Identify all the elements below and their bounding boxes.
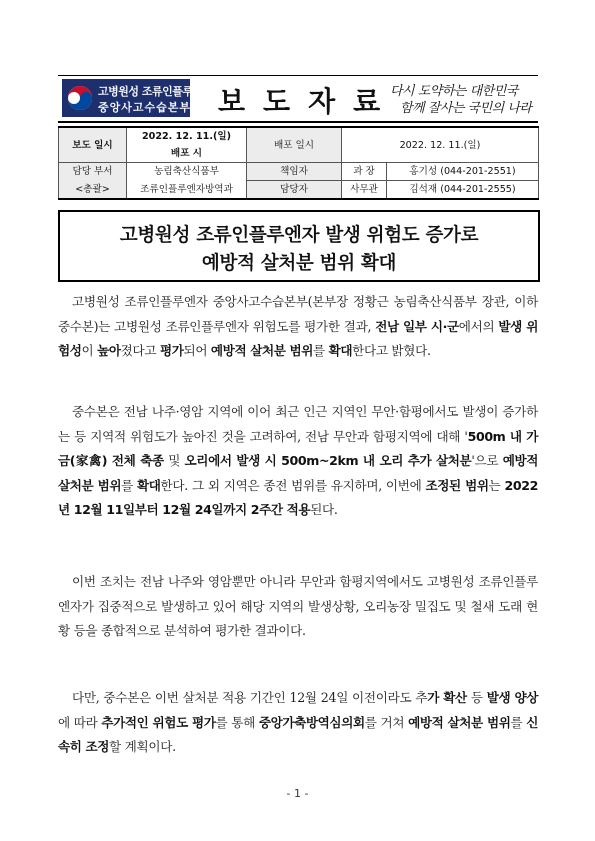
body-text: 등 — [466, 690, 487, 705]
header-top-rule — [58, 75, 538, 76]
emphasis-text: 2022년 12월 11일부터 12월 24일까지 2주간 적용 — [58, 477, 538, 517]
emphasis-text: 확대 — [137, 477, 161, 493]
body-text: 에 따라 — [58, 714, 102, 730]
body-text: 다만, 중수본은 이번 살처분 적용 기간인 12월 24일 이전이라도 추 — [72, 690, 428, 705]
emphasis-text: 발생 양상 — [486, 690, 539, 705]
officer-label: 담당자 — [247, 181, 342, 200]
report-date-label: 보도 일시 — [59, 127, 127, 163]
emphasis-text: 중앙가축방역심의회 — [258, 714, 365, 730]
body-text: 졌다고 — [120, 343, 160, 358]
dept-line2: 조류인플루엔자방역과 — [127, 181, 247, 200]
emphasis-text: 조정된 범위 — [425, 477, 489, 493]
paragraph-1 — [58, 290, 538, 364]
headline-line1: 고병원성 조류인플루엔자 발생 위험도 증가로 — [119, 225, 479, 246]
manager-label: 책임자 — [247, 163, 342, 181]
logo-title-line1: 고병원성 조류인플루엔자 — [98, 85, 213, 98]
body-text: 는 — [488, 477, 505, 493]
emphasis-text: 확대 — [328, 343, 353, 358]
body-text: 에서의 — [458, 318, 499, 334]
emphasis-text: 발생 위험성 — [58, 318, 539, 358]
report-date-value: 2022. 12. 11.(일) — [127, 127, 247, 145]
slogan-line1: 다시 도약하는 대한민국 — [390, 84, 518, 99]
body-text: 중수본은 전남 나주·영암 지역에 이어 최근 인근 지역인 무안·함평에서도 발생이 증가하는 등 지역적 위험도가 높아진 것을 고려하여, 전남 무안과 함평지역에 대해 ' — [58, 404, 538, 444]
emphasis-text: 예방적 살처분 범위 — [210, 343, 314, 358]
headline-box — [58, 210, 540, 282]
ministry-logo — [62, 79, 213, 117]
emphasis-text: 예방적 살처분 범위 — [58, 453, 538, 493]
emphasis-text: 신속히 조정 — [58, 714, 538, 754]
body-text: 를 — [313, 343, 329, 358]
manager-name: 홍기성 (044-201-2551) — [387, 163, 539, 181]
distribute-date-label: 배포 일시 — [247, 127, 342, 163]
release-info-table — [58, 126, 539, 200]
taegeuk-emblem-icon — [66, 84, 94, 112]
body-text: 이 — [81, 343, 98, 358]
body-text: 고병원성 조류인플루엔자 중앙사고수습본부(본부장 정황근 농림축산식품부 장관, 이하 중수본)는 고병원성 조류인플루엔자 위험도를 평가한 결과, — [58, 294, 538, 334]
dept-label: 담당 부서 — [59, 163, 127, 181]
emphasis-text: 오리에서 발생 시 500m~2km 내 오리 추가 살처분 — [184, 453, 472, 468]
dept-line1: 농림축산식품부 — [127, 163, 247, 181]
body-text: 를 — [121, 477, 138, 493]
body-text: 이번 조치는 전남 나주와 영암뿐만 아니라 무안과 함평지역에서도 고병원성 조류인플루엔자가 집중적으로 발생하고 있어 해당 지역의 발생상황, 오리농장 밀집도 및 철새 도래 현황 등을 종합적으로 분석하여 평가한 결과이다. — [58, 574, 538, 638]
body-text: 할 계획이다. — [109, 739, 176, 754]
distribute-time-label: 배포 시 — [127, 145, 247, 163]
officer-name: 김석재 (044-201-2555) — [387, 181, 539, 200]
body-text: 를 통해 — [215, 714, 259, 730]
paragraph-3 — [58, 570, 538, 644]
emphasis-text: 추가적인 위험도 평가 — [101, 714, 216, 730]
body-text: 되어 — [183, 343, 211, 358]
body-text: 된다. — [310, 502, 338, 517]
emphasis-text: 높아 — [97, 343, 121, 358]
body-text: '으로 — [471, 453, 503, 468]
paragraph-2 — [58, 400, 538, 523]
body-text: 한다고 밝혔다. — [352, 343, 431, 358]
emphasis-text: 전남 일부 시·군 — [375, 318, 459, 334]
paragraph-4 — [58, 686, 538, 760]
body-text: 를 거쳐 — [364, 714, 409, 730]
slogan-line2: 함께 잘사는 국민의 나라 — [400, 101, 532, 116]
emphasis-text: 예방적 살처분 범위 — [408, 714, 511, 730]
emphasis-text: 500m 내 가금(家禽) 전체 축종 — [58, 428, 538, 468]
body-text: 를 — [510, 714, 527, 730]
emphasis-text: 가 확산 — [427, 690, 467, 705]
headline-line2: 예방적 살처분 범위 확대 — [201, 253, 397, 274]
body-text: 및 — [163, 453, 185, 468]
header-bottom-rule — [58, 121, 538, 123]
distribute-date-value: 2022. 12. 11.(일) — [342, 127, 539, 163]
emphasis-text: 평가 — [159, 343, 184, 358]
body-text: 한다. 그 외 지역은 종전 범위를 유지하며, 이번에 — [160, 477, 426, 493]
officer-role: 사무관 — [342, 181, 387, 200]
dept-label-sub: <총괄> — [59, 181, 127, 200]
page-number: - 1 - — [286, 787, 309, 800]
press-release-title: 보도자료 — [218, 85, 399, 118]
manager-role: 과 장 — [342, 163, 387, 181]
logo-title-line2: 중앙사고수습본부 — [98, 101, 192, 114]
